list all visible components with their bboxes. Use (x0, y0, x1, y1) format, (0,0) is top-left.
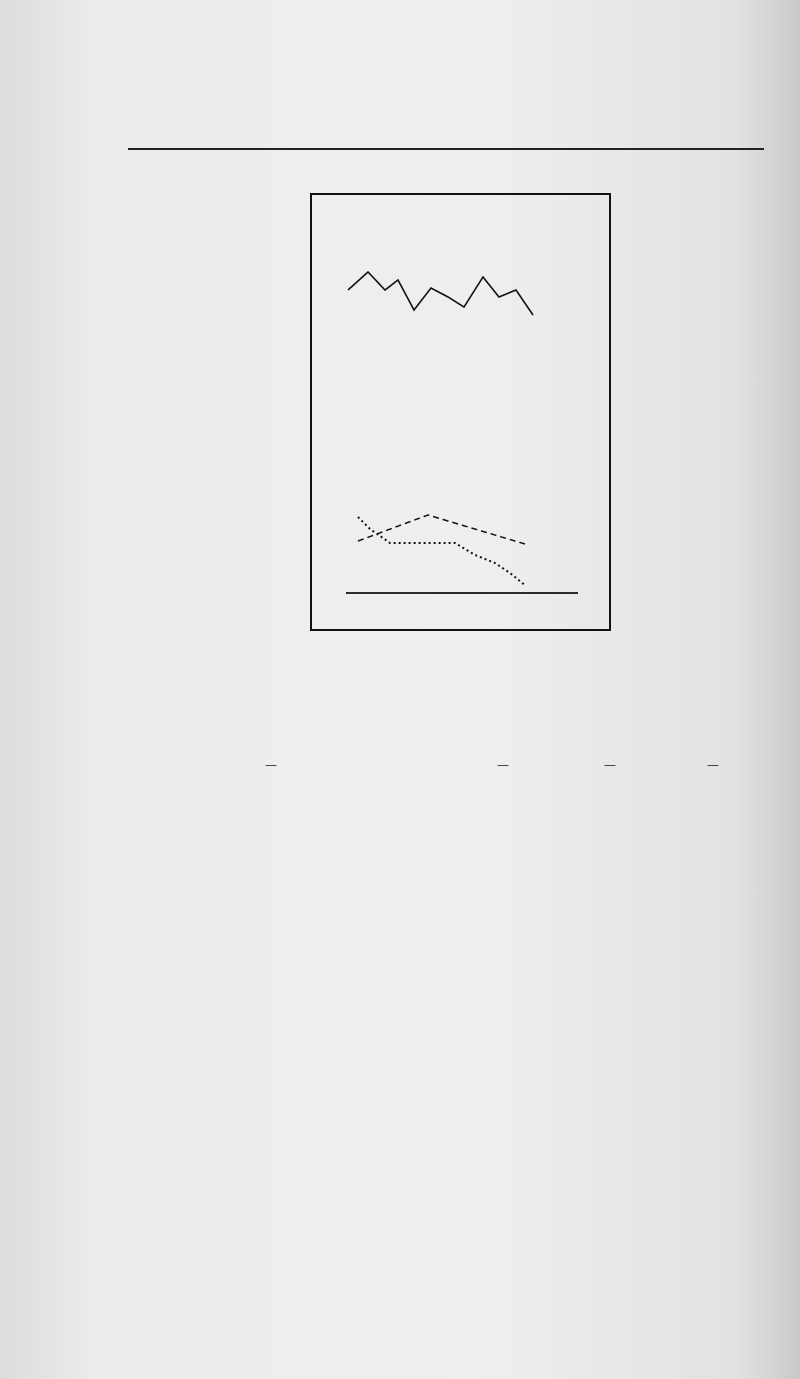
header-dash: — (707, 758, 719, 772)
header-dash: — (265, 758, 277, 772)
temperature-line (348, 272, 533, 315)
table-row (160, 772, 760, 799)
header-rule (128, 148, 764, 150)
chart-svg (310, 193, 611, 631)
table-row (160, 854, 760, 881)
leuco-power-line (358, 517, 526, 586)
header-dash: — (604, 758, 616, 772)
table-row (160, 881, 760, 908)
temperature-chart (310, 193, 611, 631)
chart-frame (311, 194, 610, 630)
activity-line (358, 515, 525, 544)
table-row (160, 827, 760, 854)
table-row (160, 800, 760, 827)
page-header (0, 104, 800, 144)
header-dash: — (497, 758, 509, 772)
